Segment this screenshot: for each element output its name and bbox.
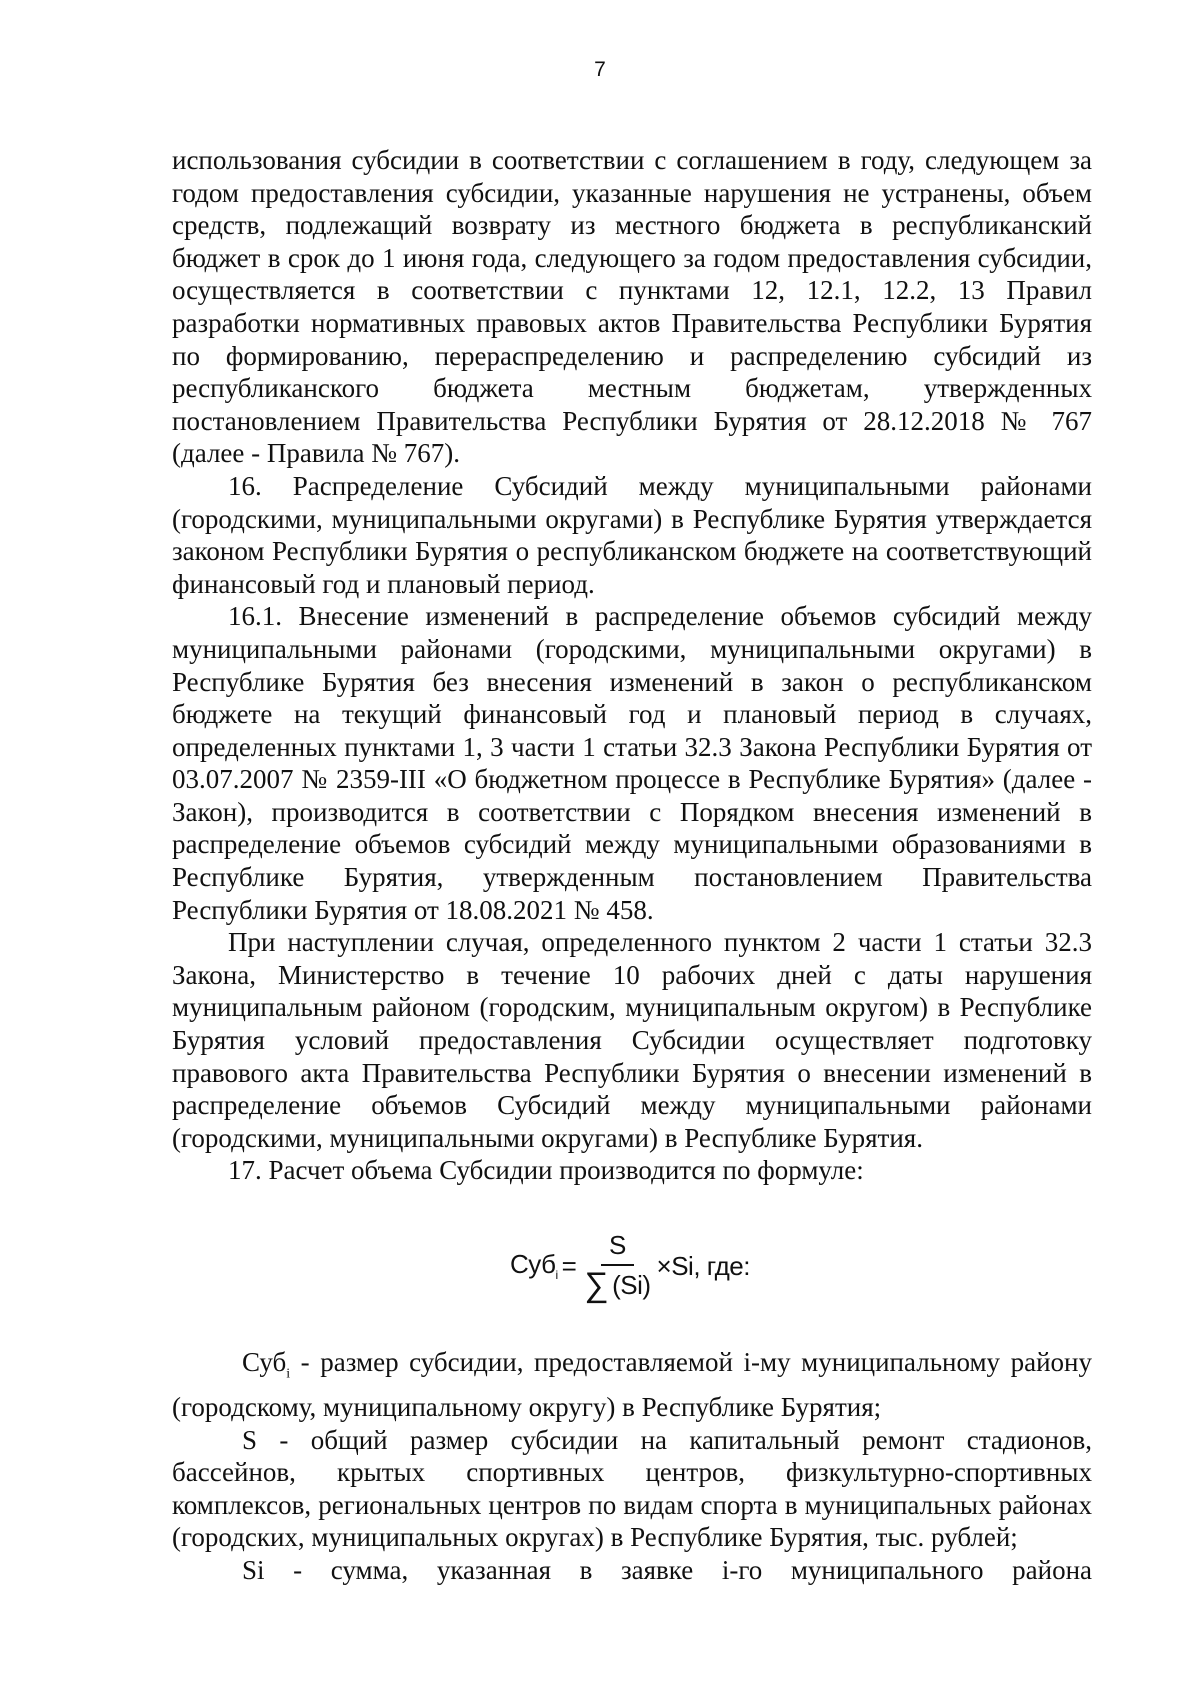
definition-item: S - общий размер субсидии на капитальный ремонт стадионов, бассейнов, крытых спортивных центров, физкультурно-спортивных комплексов, региональных центров по видам спорта в муниципальных районах (городских, муниципальных округах) в Республике Бурятия, тыс. рублей; xyxy=(172,1424,1092,1553)
paragraph-occurrence: При наступлении случая, определенного пунктом 2 части 1 статьи 32.3 Закона, Министерство в течение 10 рабочих дней с даты нарушения муниципальным районом (городским, муниципальным округом) в Республике Бурятия условий предоставления Субсидии осуществляет подготовку правового акта Правительства Республики Бурятия о внесении изменений в распределение объемов Субсидий между муниципальными районами (городскими, муниципальными округами) в Республике Бурятия. xyxy=(172,927,1092,1153)
definition-item: Суб$_i$ - размер субсидии, предоставляемой i-му муниципальному району (городскому, муниципальному округу) в Республике Бурятия; xyxy=(172,1347,1092,1422)
formula-fraction xyxy=(584,1230,650,1302)
paragraph-16: 16. Распределение Субсидий между муниципальными районами (городскими, муниципальными округами) в Республике Бурятия утверждается законом Республики Бурятия о республиканском бюджете на соответствующий финансовый год и плановый период. xyxy=(172,470,1092,599)
formula-definitions xyxy=(172,1346,1092,1587)
paragraph-17: 17. Расчет объема Субсидии производится по формуле: xyxy=(228,1155,864,1186)
formula-times: × xyxy=(656,1250,672,1281)
page-number: 7 xyxy=(594,58,606,81)
subsidy-formula xyxy=(510,1216,750,1316)
formula-equals: = xyxy=(561,1250,577,1281)
paragraph-continuation: использования субсидии в соответствии с соглашением в году, следующем за годом предоставления субсидии, указанные нарушения не устранены, объем средств, подлежащий возврату из местного бюджета в республиканский бюджет в срок до 1 июня года, следующего за годом предоставления субсидии, осуществляется в соответствии с пунктами 12, 12.1, 12.2, 13 Правил разработки нормативных правовых актов Правительства Республики Бурятия по формированию, перераспределению и распределению субсидий из республиканского бюджета местным бюджетам, утвержденных постановлением Правительства Республики Бурятия от 28.12.2018 № 767 (далее - Правила № 767). xyxy=(172,145,1092,469)
formula-tail: Si, где: xyxy=(671,1250,750,1281)
definition-item: Si - сумма, указанная в заявке i-го муниципального района xyxy=(242,1554,1092,1585)
paragraph-16-1: 16.1. Внесение изменений в распределение объемов субсидий между муниципальными районами (городскими, муниципальными округами) в Республике Бурятия без внесения изменений в закон о республиканском бюджете на текущий финансовый год и плановый период в случаях, определенных пунктами 1, 3 части 1 статьи 32.3 Закона Республики Бурятия от 03.07.2007 № 2359-III «О бюджетном процессе в Республике Бурятия» (далее - Закон), производится в соответствии с Порядком внесения изменений в распределение объемов субсидий между муниципальными образованиями в Республике Бурятия, утвержденным постановлением Правительства Республики Бурятия от 18.08.2021 № 458. xyxy=(172,601,1092,925)
formula-denominator: ∑ (Si) xyxy=(584,1266,651,1304)
formula-lhs: Суб$_i$ xyxy=(510,1249,558,1283)
document-body xyxy=(172,144,1092,1187)
formula-numerator: S xyxy=(601,1230,634,1266)
sigma-icon: ∑ xyxy=(584,1266,609,1304)
